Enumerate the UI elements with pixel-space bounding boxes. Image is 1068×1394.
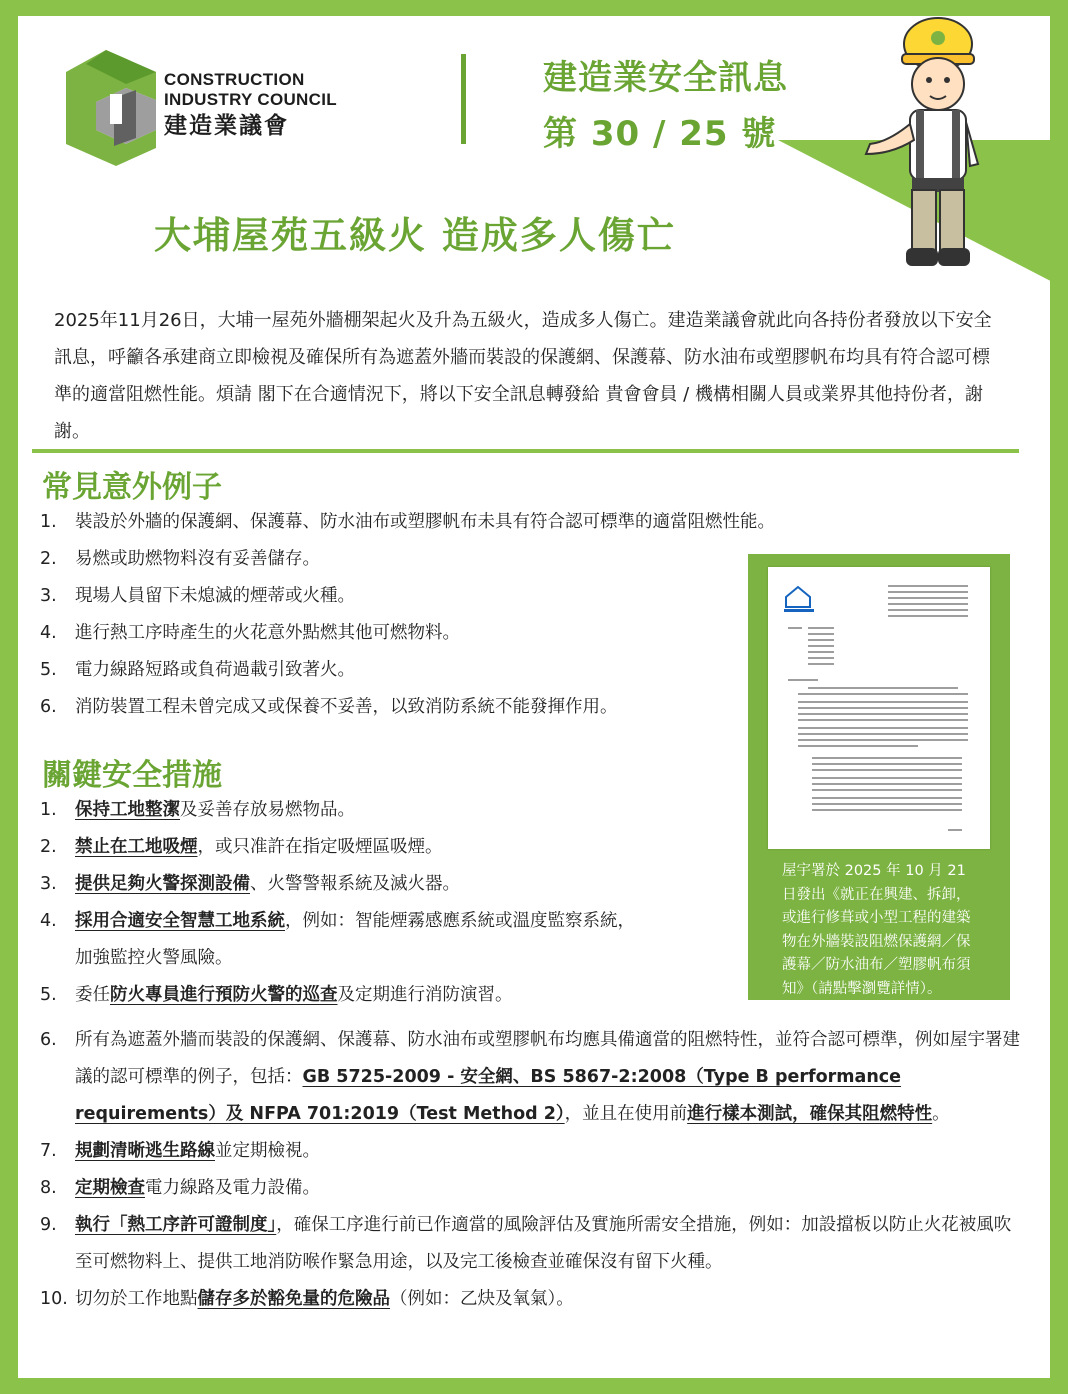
- intro-paragraph: 2025年11月26日，大埔一屋苑外牆棚架起火及升為五級火，造成多人傷亡。建造業議會就此向各持份者發放以下安全訊息，呼籲各承建商立即檢視及確保所有為遮蓋外牆而裝設的保護網、保護幕、防水油布或塑膠帆布均具有符合認可標準的適當阻燃性能。煩請 閣下在合適情況下，將以下安全訊息轉發給 貴會會員 / 機構相關人員或業界其他持份者，謝謝。: [54, 310, 992, 442]
- key-measures-list-a: [40, 792, 730, 1014]
- document-thumbnail-icon[interactable]: [768, 567, 990, 849]
- list-item: 5. 電力線路短路或負荷過載引致著火。: [40, 660, 355, 680]
- list-item: 4. 進行熱工序時產生的火花意外點燃其他可燃物料。: [40, 623, 460, 643]
- bd-notice-caption[interactable]: 屋宇署於 2025 年 10 月 21 日發出《就正在興建、拆卸，或進行修葺或小型工程的建築物在外牆裝設阻燃保護網／保護幕／防水油布／塑膠帆布須知》（請點擊瀏覽詳情）。: [782, 863, 971, 997]
- header-divider: [461, 54, 466, 144]
- issue-title: 建造業安全訊息: [543, 58, 788, 98]
- bd-notice-panel[interactable]: [748, 554, 1010, 1000]
- section-divider: [32, 449, 1019, 453]
- list-item: 9. 執行「熱工序許可證制度」，確保工序進行前已作適當的風險評估及實施所需安全措施，例如：加設擋板以防止火花被風吹至可燃物料上、提供工地消防喉作緊急用途，以及完工後檢查並確保沒有留下火種。: [40, 1215, 1012, 1272]
- safety-mascot-icon: [858, 14, 998, 276]
- list-item: 5. 委任防火專員進行預防火警的巡查及定期進行消防演習。: [40, 985, 513, 1005]
- list-item: 2. 易燃或助燃物料沒有妥善儲存。: [40, 549, 320, 569]
- list-item: 10. 切勿於工作地點儲存多於豁免量的危險品（例如：乙炔及氧氣）。: [40, 1289, 574, 1309]
- issue-number: 第 30 / 25 號: [543, 114, 777, 154]
- organization-name: [164, 70, 337, 139]
- list-item: 3. 提供足夠火警探測設備、火警警報系統及滅火器。: [40, 874, 460, 894]
- key-measures-list-b: [40, 1022, 1025, 1318]
- list-item: 3. 現場人員留下未熄滅的煙蒂或火種。: [40, 586, 355, 606]
- org-name-zh: 建造業議會: [164, 113, 289, 139]
- page-title: 大埔屋苑五級火 造成多人傷亡: [154, 214, 676, 257]
- list-item: 7. 規劃清晰逃生路線並定期檢視。: [40, 1141, 320, 1161]
- list-item: 4. 採用合適安全智慧工地系統，例如：智能煙霧感應系統或溫度監察系統， 加強監控火警風險。: [40, 911, 635, 968]
- common-accidents-list: [40, 504, 775, 726]
- org-name-en-line2: INDUSTRY COUNCIL: [164, 90, 337, 109]
- list-item: 1. 裝設於外牆的保護網、保護幕、防水油布或塑膠帆布未具有符合認可標準的適當阻燃性能。: [40, 512, 775, 532]
- list-item: 8. 定期檢查電力線路及電力設備。: [40, 1178, 320, 1198]
- list-item: 2. 禁止在工地吸煙，或只准許在指定吸煙區吸煙。: [40, 837, 443, 857]
- cic-logo-icon: [66, 50, 156, 166]
- list-item: 1. 保持工地整潔及妥善存放易燃物品。: [40, 800, 355, 820]
- section-heading-key-measures: 關鍵安全措施: [42, 758, 222, 793]
- org-name-en-line1: CONSTRUCTION: [164, 70, 305, 89]
- section-heading-common-accidents: 常見意外例子: [42, 470, 222, 505]
- issue-info: [543, 50, 788, 162]
- list-item: 6. 所有為遮蓋外牆而裝設的保護網、保護幕、防水油布或塑膠帆布均應具備適當的阻燃特性，並符合認可標準，例如屋宇署建議的認可標準的例子，包括：GB 5725-2009 - 安全網、BS 5867-2:2008（Type B performance requirements）及 NFPA 701:2019（Test Method 2），並且在使用前進行樣本測試，確保其阻燃特性。: [40, 1030, 1020, 1124]
- list-item: 6. 消防裝置工程未曾完成又或保養不妥善，以致消防系統不能發揮作用。: [40, 697, 618, 717]
